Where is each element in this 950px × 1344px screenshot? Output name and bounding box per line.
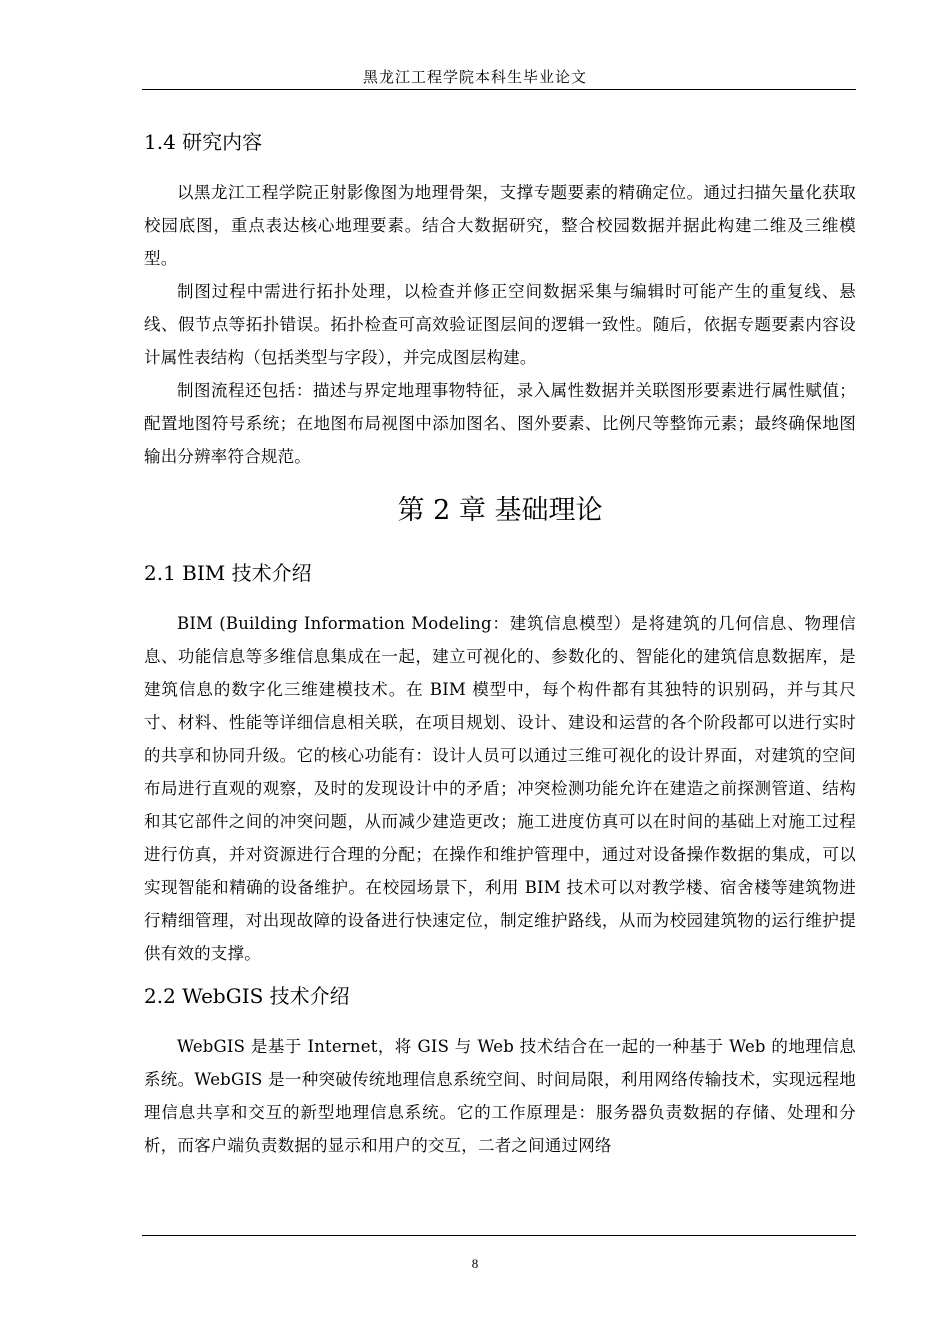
section-heading-2-2: 2.2 WebGIS 技术介绍 bbox=[144, 984, 350, 1008]
page-body bbox=[144, 126, 856, 1162]
page-number: 8 bbox=[471, 1256, 479, 1271]
paragraph: 制图过程中需进行拓扑处理，以检查并修正空间数据采集与编辑时可能产生的重复线、悬线、假节点等拓扑错误。拓扑检查可高效验证图层间的逻辑一致性。随后，依据专题要素内容设计属性表结构（包括类型与字段），并完成图层构建。 bbox=[144, 282, 856, 367]
running-header: 黑龙江工程学院本科生毕业论文 bbox=[362, 68, 587, 86]
section-heading-1-4: 1.4 研究内容 bbox=[144, 130, 263, 154]
section-heading-2-1: 2.1 BIM 技术介绍 bbox=[144, 561, 312, 585]
header-divider bbox=[142, 89, 856, 90]
chapter-title: 第 2 章 基础理论 bbox=[397, 495, 603, 526]
paragraph: BIM (Building Information Modeling：建筑信息模型）是将建筑的几何信息、物理信息、功能信息等多维信息集成在一起，建立可视化的、参数化的、智能化的建筑信息数据库，是建筑信息的数字化三维建模技术。在 BIM 模型中，每个构件都有其独特的识别码，并与其尺寸、材料、性能等详细信息相关联，在项目规划、设计、建设和运营的各个阶段都可以进行实时的共享和协同升级。它的核心功能有：设计人员可以通过三维可视化的设计界面，对建筑的空间布局进行直观的观察，及时的发现设计中的矛盾；冲突检测功能允许在建造之前探测管道、结构和其它部件之间的冲突问题，从而减少建造更改；施工进度仿真可以在时间的基础上对施工过程进行仿真，并对资源进行合理的分配；在操作和维护管理中，通过对设备操作数据的集成，可以实现智能和精确的设备维护。在校园场景下，利用 BIM 技术可以对教学楼、宿舍楼等建筑物进行精细管理，对出现故障的设备进行快速定位，制定维护路线，从而为校园建筑物的运行维护提供有效的支撑。 bbox=[144, 614, 856, 963]
footer-divider bbox=[142, 1235, 856, 1236]
paragraph: 以黑龙江工程学院正射影像图为地理骨架，支撑专题要素的精确定位。通过扫描矢量化获取校园底图，重点表达核心地理要素。结合大数据研究，整合校园数据并据此构建二维及三维模型。 bbox=[144, 183, 856, 268]
paragraph: WebGIS 是基于 Internet，将 GIS 与 Web 技术结合在一起的一种基于 Web 的地理信息系统。WebGIS 是一种突破传统地理信息系统空间、时间局限，利用网络传输技术，实现远程地理信息共享和交互的新型地理信息系统。它的工作原理是：服务器负责数据的存储、处理和分析，而客户端负责数据的显示和用户的交互，二者之间通过网络 bbox=[144, 1037, 856, 1155]
paragraph: 制图流程还包括：描述与界定地理事物特征，录入属性数据并关联图形要素进行属性赋值；配置地图符号系统；在地图布局视图中添加图名、图外要素、比例尺等整饰元素；最终确保地图输出分辨率符合规范。 bbox=[144, 381, 856, 466]
